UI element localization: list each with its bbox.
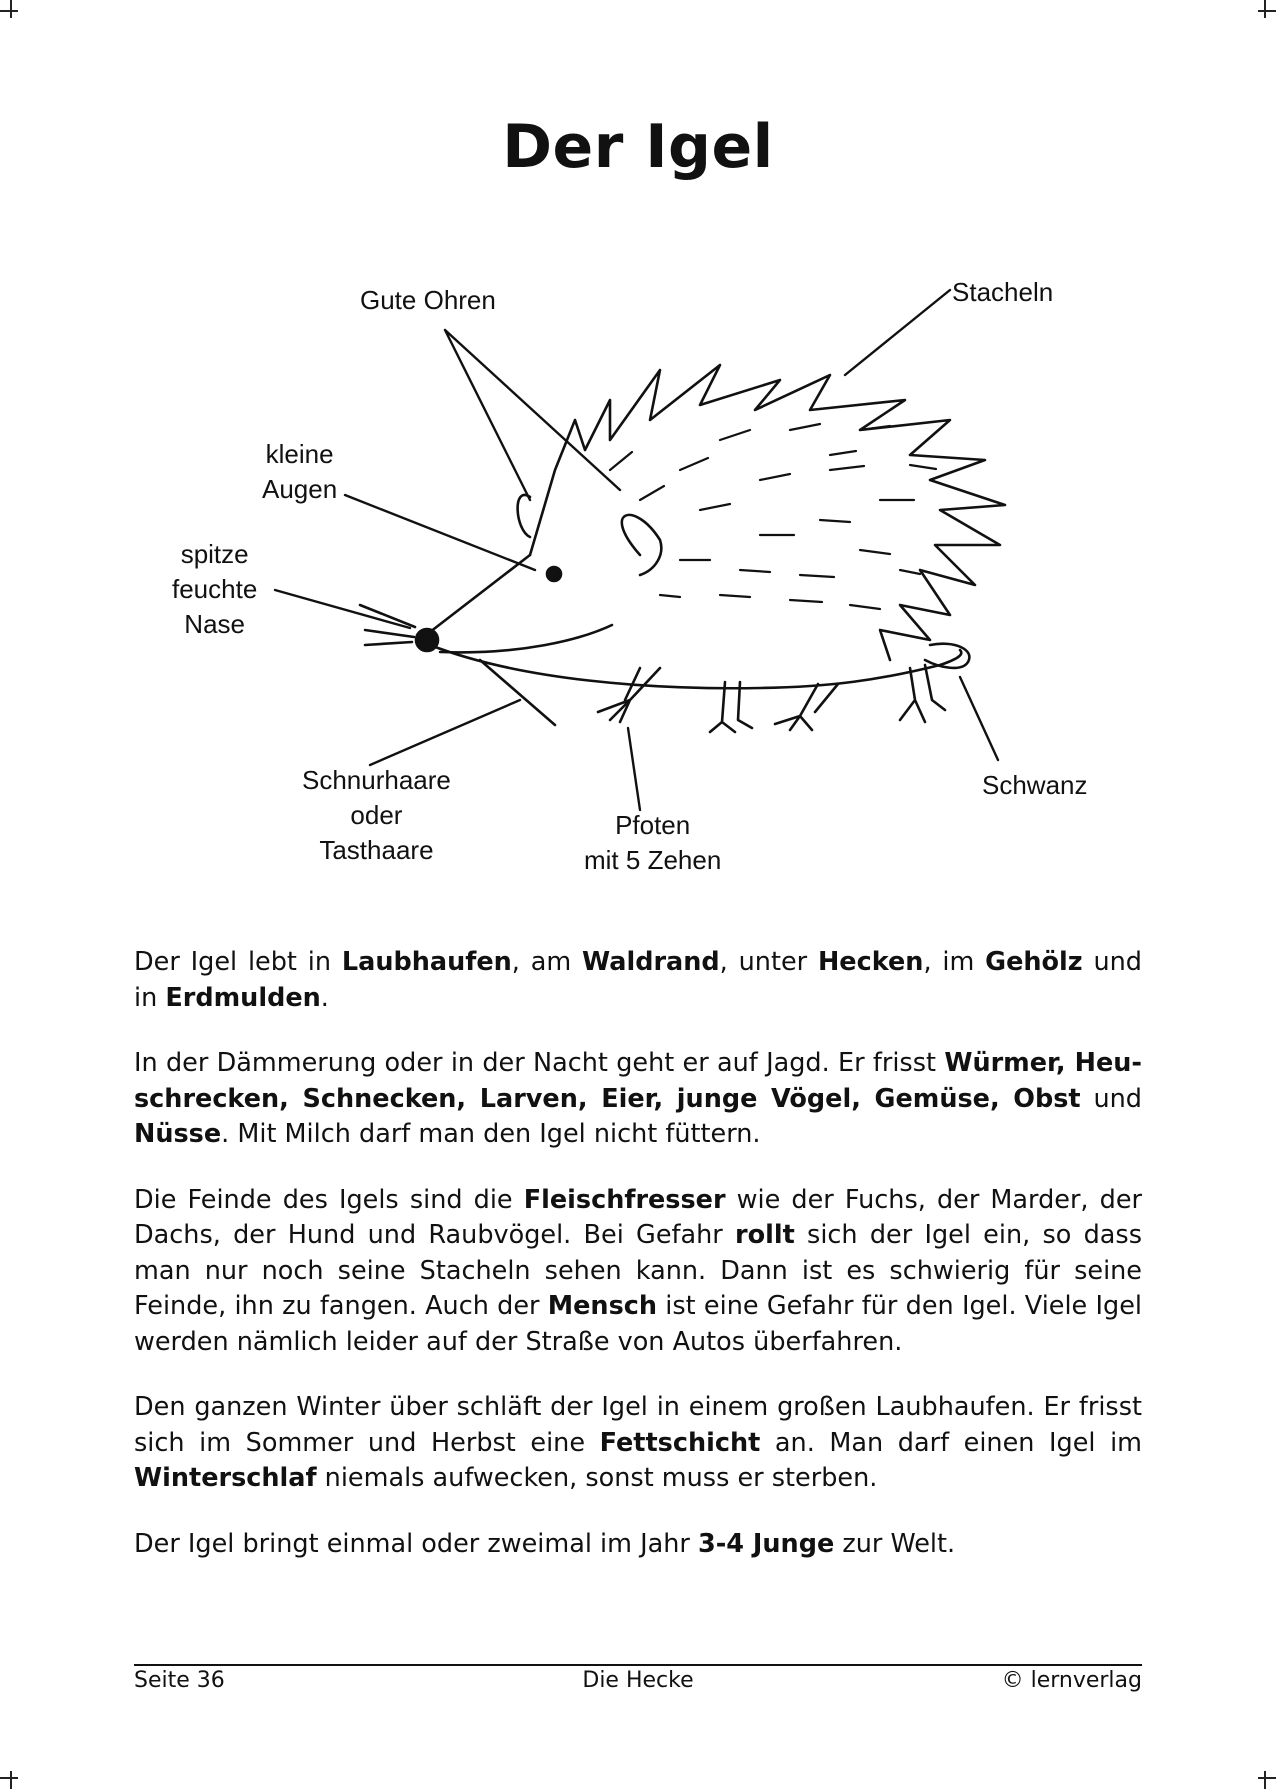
bold-term: Hecken <box>817 947 924 977</box>
hedgehog-nose <box>416 629 438 651</box>
label-nose: spitze feuchte Nase <box>172 539 258 639</box>
text-run: und in <box>134 947 1142 1013</box>
text-run: Den ganzen Winter über schläft der Igel in einem großen Laubhaufen. Er frisst sich im Sommer und Herbst eine <box>134 1392 1142 1458</box>
bold-term: Waldrand <box>582 947 720 977</box>
paragraph <box>134 1183 1142 1361</box>
text-run: an. Man darf einen Igel im <box>760 1427 1143 1458</box>
paragraph <box>134 1046 1142 1153</box>
bold-term: 3-4 Junge <box>697 1528 835 1559</box>
hedgehog-tail <box>925 644 969 668</box>
bold-term: Gehölz <box>985 947 1083 977</box>
label-eyes: kleine Augen <box>262 439 338 504</box>
hedgehog-spine-dashes <box>610 424 936 609</box>
text-run: ist eine Gefahr für den Igel. Viele Igel werden nämlich leider auf der Straße von Autos überfahren. <box>134 1291 1142 1357</box>
body-text <box>134 945 1142 1592</box>
bold-term: Winterschlaf <box>134 1463 317 1493</box>
hedgehog-body-outline <box>530 365 1005 660</box>
hedgehog-chin <box>440 625 612 652</box>
crop-mark <box>0 1777 18 1779</box>
text-run: , am <box>511 947 583 977</box>
hedgehog-snout <box>430 555 530 632</box>
label-whiskers: Schnurhaare oder Tasthaare <box>302 765 451 865</box>
footer-divider <box>134 1664 1142 1666</box>
hedgehog-belly-line <box>430 645 961 688</box>
text-run: , im <box>923 947 986 977</box>
text-run: und <box>1080 1083 1142 1114</box>
paragraph <box>134 1390 1142 1497</box>
crop-mark <box>10 0 12 18</box>
label-tail: Schwanz <box>982 770 1088 800</box>
text-run: . Mit Milch darf man den Igel nicht füttern. <box>221 1119 761 1149</box>
text-run: Der Igel bringt einmal oder zweimal im Jahr <box>134 1528 698 1559</box>
bold-term: Fleischfresser <box>523 1184 726 1215</box>
page-title: Der Igel <box>502 112 774 182</box>
text-run: Der Igel lebt in <box>134 947 342 977</box>
text-run: , unter <box>719 947 818 977</box>
footer-page-number: Seite 36 <box>134 1668 225 1693</box>
footer-publisher: © lernverlag <box>1001 1668 1142 1693</box>
label-spines: Stacheln <box>952 277 1054 307</box>
bold-term: Würmer, Heuschrecken, Schnecken, Larven, Eier, junge Vögel, Gemüse, Obst <box>134 1048 1143 1114</box>
paragraph <box>134 1527 1142 1563</box>
crop-mark <box>1264 1771 1266 1789</box>
bold-term: Nüsse <box>134 1119 222 1149</box>
bold-term: Mensch <box>547 1291 658 1321</box>
text-run: niemals aufwecken, sonst muss er sterben. <box>316 1463 878 1493</box>
crop-mark <box>1264 0 1266 18</box>
text-run: . <box>320 982 329 1013</box>
bold-term: rollt <box>735 1220 795 1250</box>
paragraph <box>134 945 1142 1016</box>
label-paws: Pfoten mit 5 Zehen <box>584 810 722 875</box>
hedgehog-diagram <box>0 250 1276 900</box>
crop-mark <box>0 10 18 12</box>
text-run: sich der Igel ein, so dass man nur noch seine Stacheln sehen kann. Dann ist es schwierig für seine Feinde, ihn zu fangen. Auch der <box>134 1220 1142 1321</box>
text-run: zur Welt. <box>834 1528 956 1559</box>
crop-mark <box>1258 10 1276 12</box>
hedgehog-cheek <box>622 515 661 575</box>
bold-term: Erdmulden <box>165 982 321 1013</box>
text-run: In der Dämmerung oder in der Nacht geht er auf Jagd. Er frisst <box>134 1048 945 1078</box>
label-ears: Gute Ohren <box>360 285 496 315</box>
bold-term: Laubhaufen <box>341 947 512 977</box>
crop-mark <box>1258 1777 1276 1779</box>
crop-mark <box>10 1771 12 1789</box>
text-run: Die Feinde des Igels sind die <box>134 1184 524 1215</box>
footer-section-title: Die Hecke <box>582 1668 694 1693</box>
hedgehog-ear <box>518 495 530 537</box>
hedgehog-eye <box>547 567 561 581</box>
bold-term: Fettschicht <box>599 1427 761 1458</box>
text-run: wie der Fuchs, der Marder, der Dachs, der Hund und Raubvögel. Bei Gefahr <box>134 1184 1142 1250</box>
